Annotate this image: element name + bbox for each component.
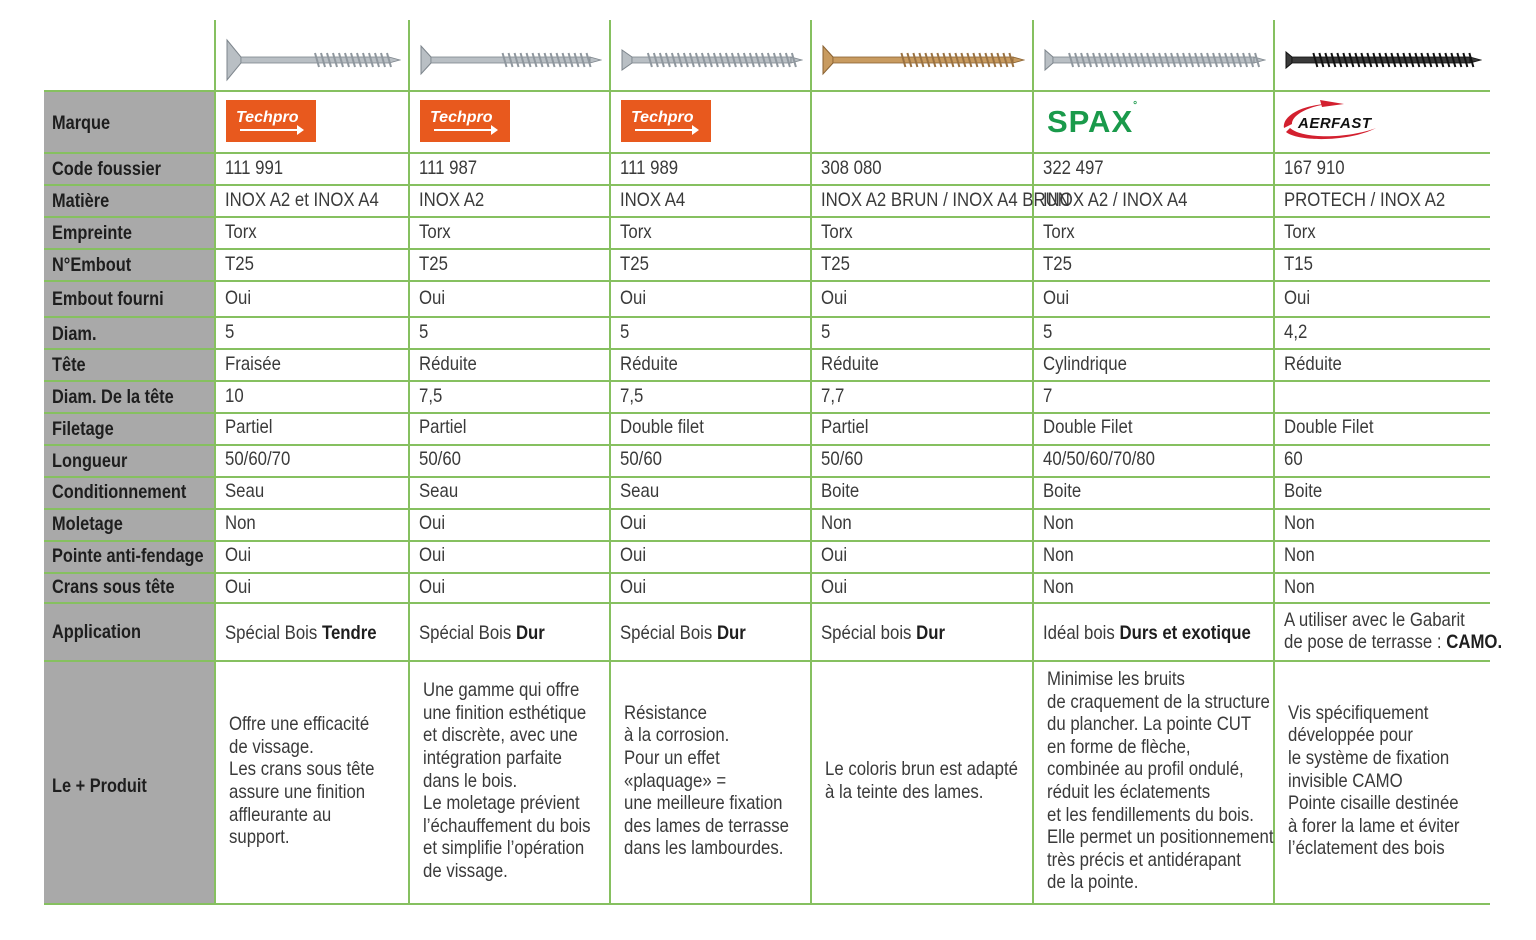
cell-diam: 5 (225, 321, 235, 343)
row-label-application: Application (52, 622, 141, 643)
produit-line: assure une finition (229, 780, 366, 803)
produit-line: invisible CAMO (1288, 769, 1403, 792)
screw-brown-icon (821, 38, 1025, 82)
cell-diam_tete: 7,5 (620, 385, 644, 407)
produit-line: l’échauffement du bois (423, 814, 591, 837)
produit-line: Pointe cisaille destinée (1288, 792, 1459, 815)
row-label-moletage: Moletage (52, 514, 123, 535)
screw-countersunk-silver-icon (225, 38, 401, 82)
row-divider (44, 660, 1490, 662)
cell-conditionnement: Seau (419, 480, 459, 502)
row-divider (44, 90, 1490, 92)
cell-matiere: INOX A2 / INOX A4 (1043, 189, 1188, 211)
row-label-tete: Tête (52, 355, 86, 376)
row-divider (44, 348, 1490, 350)
row-divider (44, 508, 1490, 510)
row-label-crans: Crans sous tête (52, 577, 175, 598)
cell-diam_tete: 7 (1043, 385, 1053, 407)
row-label-embout: N°Embout (52, 255, 132, 276)
cell-embout_fourni: Oui (1043, 287, 1070, 309)
techpro-logo-text: Techpro (430, 109, 493, 126)
cell-application-line1: A utiliser avec le Gabarit (1284, 609, 1465, 631)
application-emphasis: Dur (716, 622, 746, 644)
produit-line: dans les lambourdes. (624, 837, 784, 860)
produit-line: une meilleure fixation (624, 792, 783, 815)
row-label-longueur: Longueur (52, 451, 128, 472)
cell-embout: T25 (419, 253, 448, 275)
cell-crans: Oui (225, 576, 252, 598)
cell-embout_fourni: Oui (1284, 287, 1311, 309)
cell-crans: Non (1284, 576, 1315, 598)
cell-code: 111 989 (620, 157, 679, 179)
cell-longueur: 60 (1284, 448, 1303, 470)
application-emphasis: Tendre (321, 622, 377, 644)
techpro-logo-text: Techpro (631, 109, 694, 126)
cell-embout_fourni: Oui (225, 287, 252, 309)
cell-diam: 5 (620, 321, 630, 343)
cell-produit (229, 713, 374, 849)
arrow-icon (434, 129, 492, 131)
cell-moletage: Non (225, 512, 256, 534)
cell-tete: Réduite (821, 353, 879, 375)
produit-line: affleurante au (229, 803, 332, 826)
screw-black-icon (1284, 38, 1482, 82)
produit-line: de vissage. (423, 860, 508, 883)
screw-cylinder-head-silver-icon (1043, 38, 1266, 82)
row-label-embout_fourni: Embout fourni (52, 289, 164, 310)
produit-line: Vis spécifiquement (1288, 701, 1429, 724)
application-text: Spécial Bois (620, 622, 717, 644)
row-divider (44, 248, 1490, 250)
produit-line: des lames de terrasse (624, 814, 789, 837)
cell-application (419, 622, 545, 645)
arrow-icon (635, 129, 693, 131)
cell-diam: 4,2 (1284, 321, 1308, 343)
cell-empreinte: Torx (1284, 221, 1316, 243)
application-emphasis: CAMO. (1446, 631, 1503, 653)
cell-conditionnement: Boite (1043, 480, 1082, 502)
cell-filetage: Double Filet (1043, 416, 1133, 438)
cell-longueur: 50/60/70 (225, 448, 291, 470)
row-label-conditionnement: Conditionnement (52, 482, 187, 503)
cell-embout_fourni: Oui (419, 287, 446, 309)
techpro-logo-text: Techpro (236, 109, 299, 126)
produit-line: en forme de flèche, (1047, 735, 1191, 758)
cell-matiere: PROTECH / INOX A2 (1284, 189, 1446, 211)
application-text: de pose de terrasse : (1284, 631, 1447, 653)
screw-double-thread-silver-icon (620, 38, 803, 82)
cell-diam: 5 (821, 321, 831, 343)
row-divider (44, 476, 1490, 478)
spax-logo-text: SPAX (1047, 104, 1134, 139)
cell-produit (825, 758, 1018, 803)
row-divider (44, 280, 1490, 282)
produit-line: intégration parfaite (423, 747, 562, 770)
cell-filetage: Double filet (620, 416, 704, 438)
row-divider (44, 903, 1490, 905)
cell-diam_tete: 7,5 (419, 385, 443, 407)
cell-moletage: Non (821, 512, 852, 534)
cell-produit (624, 702, 789, 860)
cell-application (620, 622, 746, 645)
row-divider (44, 602, 1490, 604)
cell-application-line2 (1284, 631, 1502, 654)
cell-tete: Réduite (1284, 353, 1342, 375)
application-text: Spécial bois (821, 622, 917, 644)
cell-empreinte: Torx (821, 221, 853, 243)
cell-tete: Réduite (419, 353, 477, 375)
row-label-diam_tete: Diam. De la tête (52, 387, 174, 408)
application-emphasis: Durs et exotique (1119, 622, 1251, 644)
spax-logo (1047, 100, 1139, 140)
cell-matiere: INOX A2 BRUN / INOX A4 BRUN (821, 189, 1070, 211)
row-label-code: Code foussier (52, 159, 161, 180)
application-text: Idéal bois (1043, 622, 1120, 644)
cell-matiere: INOX A4 (620, 189, 686, 211)
produit-line: réduit les éclatements (1047, 780, 1211, 803)
row-divider (44, 444, 1490, 446)
cell-moletage: Non (1284, 512, 1315, 534)
produit-line: Les crans sous tête (229, 758, 375, 781)
cell-code: 111 987 (419, 157, 478, 179)
produit-line: l’éclatement des bois (1288, 837, 1445, 860)
produit-line: Minimise les bruits (1047, 668, 1185, 690)
cell-embout_fourni: Oui (821, 287, 848, 309)
cell-conditionnement: Seau (225, 480, 265, 502)
cell-matiere: INOX A2 et INOX A4 (225, 189, 379, 211)
cell-pointe: Non (1284, 544, 1315, 566)
arrow-icon (240, 129, 298, 131)
row-label-pointe: Pointe anti-fendage (52, 546, 204, 567)
produit-line: support. (229, 826, 290, 849)
produit-line: à la teinte des lames. (825, 780, 984, 803)
produit-line: combinée au profil ondulé, (1047, 758, 1244, 781)
produit-line: Résistance (624, 701, 707, 724)
cell-code: 111 991 (225, 157, 284, 179)
cell-empreinte: Torx (419, 221, 451, 243)
produit-line: à la corrosion. (624, 724, 730, 747)
techpro-logo (621, 100, 711, 142)
application-text: Spécial Bois (419, 622, 516, 644)
produit-line: très précis et antidérapant (1047, 848, 1241, 871)
row-label-marque: Marque (52, 113, 111, 134)
cell-conditionnement: Boite (1284, 480, 1323, 502)
row-label-diam: Diam. (52, 324, 97, 345)
cell-embout: T25 (225, 253, 254, 275)
row-divider (44, 316, 1490, 318)
produit-line: «plaquage» = (624, 769, 727, 792)
cell-filetage: Partiel (225, 416, 273, 438)
produit-line: et simplifie l’opération (423, 837, 585, 860)
cell-crans: Oui (821, 576, 848, 598)
cell-embout: T15 (1284, 253, 1313, 275)
produit-line: le système de fixation (1288, 747, 1450, 770)
cell-application (1043, 622, 1251, 645)
screw-reduced-head-silver-icon (419, 38, 602, 82)
produit-line: Une gamme qui offre (423, 679, 580, 702)
cell-conditionnement: Seau (620, 480, 660, 502)
cell-filetage: Double Filet (1284, 416, 1374, 438)
registered-mark-icon: ° (1133, 100, 1139, 111)
cell-produit (1047, 668, 1274, 894)
cell-crans: Oui (620, 576, 647, 598)
cell-moletage: Oui (419, 512, 446, 534)
cell-diam: 5 (1043, 321, 1053, 343)
application-emphasis: Dur (515, 622, 545, 644)
produit-line: et discrète, avec une (423, 724, 578, 747)
produit-line: du plancher. La pointe CUT (1047, 713, 1252, 736)
cell-longueur: 40/50/60/70/80 (1043, 448, 1155, 470)
produit-line: Pour un effet (624, 747, 720, 770)
row-label-matiere: Matière (52, 191, 110, 212)
cell-tete: Réduite (620, 353, 678, 375)
cell-diam_tete: 10 (225, 385, 244, 407)
produit-line: Offre une efficacité (229, 713, 370, 736)
cell-longueur: 50/60 (821, 448, 863, 470)
cell-pointe: Non (1043, 544, 1074, 566)
row-label-filetage: Filetage (52, 419, 114, 440)
aerfast-logo-text: AERFAST (1298, 115, 1372, 132)
cell-code: 167 910 (1284, 157, 1345, 179)
cell-empreinte: Torx (225, 221, 257, 243)
techpro-logo (226, 100, 316, 142)
produit-line: Le moletage prévient (423, 792, 580, 815)
cell-application (821, 622, 945, 645)
produit-line: une finition esthétique (423, 701, 587, 724)
cell-diam_tete: 7,7 (821, 385, 845, 407)
cell-produit (1288, 702, 1460, 860)
cell-application (225, 622, 377, 645)
cell-matiere: INOX A2 (419, 189, 485, 211)
produit-line: développée pour (1288, 724, 1413, 747)
produit-line: et les fendillements du bois. (1047, 803, 1254, 826)
cell-embout: T25 (620, 253, 649, 275)
row-divider (44, 216, 1490, 218)
cell-embout_fourni: Oui (620, 287, 647, 309)
row-label-empreinte: Empreinte (52, 223, 132, 244)
cell-longueur: 50/60 (620, 448, 662, 470)
row-divider (44, 540, 1490, 542)
row-divider (44, 412, 1490, 414)
cell-moletage: Non (1043, 512, 1074, 534)
cell-empreinte: Torx (1043, 221, 1075, 243)
produit-line: Elle permet un positionnement (1047, 826, 1274, 849)
produit-line: Le coloris brun est adapté (825, 758, 1018, 781)
row-divider (44, 380, 1490, 382)
cell-produit (423, 679, 591, 882)
produit-line: dans le bois. (423, 769, 518, 792)
row-divider (44, 152, 1490, 154)
cell-filetage: Partiel (419, 416, 467, 438)
cell-longueur: 50/60 (419, 448, 461, 470)
cell-crans: Oui (419, 576, 446, 598)
cell-diam: 5 (419, 321, 429, 343)
cell-moletage: Oui (620, 512, 647, 534)
cell-tete: Cylindrique (1043, 353, 1127, 375)
row-divider (44, 572, 1490, 574)
cell-empreinte: Torx (620, 221, 652, 243)
produit-line: de la pointe. (1047, 871, 1139, 894)
cell-pointe: Oui (225, 544, 252, 566)
cell-embout: T25 (1043, 253, 1072, 275)
cell-crans: Non (1043, 576, 1074, 598)
cell-code: 322 497 (1043, 157, 1104, 179)
produit-line: de craquement de la structure (1047, 690, 1270, 713)
cell-conditionnement: Boite (821, 480, 860, 502)
cell-pointe: Oui (821, 544, 848, 566)
produit-line: de vissage. (229, 735, 314, 758)
application-emphasis: Dur (916, 622, 945, 644)
cell-tete: Fraisée (225, 353, 281, 375)
row-divider (44, 184, 1490, 186)
produit-line: à forer la lame et éviter (1288, 814, 1460, 837)
row-label-produit: Le + Produit (52, 776, 147, 797)
cell-pointe: Oui (620, 544, 647, 566)
cell-filetage: Partiel (821, 416, 869, 438)
cell-pointe: Oui (419, 544, 446, 566)
cell-embout: T25 (821, 253, 850, 275)
cell-code: 308 080 (821, 157, 882, 179)
application-text: Spécial Bois (225, 622, 322, 644)
techpro-logo (420, 100, 510, 142)
